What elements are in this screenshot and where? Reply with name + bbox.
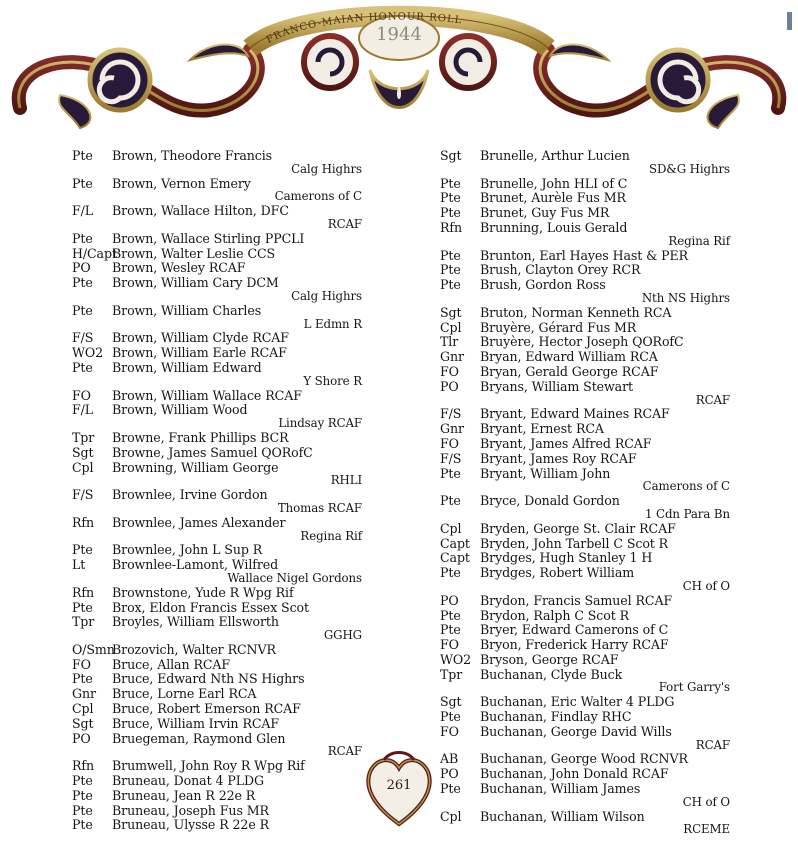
entry-unit: QORofC [632,334,684,350]
roll-entry [72,262,372,275]
entry-rank: FO [440,637,459,653]
entry-rank: Pte [440,205,461,221]
roll-entry [440,607,740,623]
roll-entry [72,656,372,672]
entry-rank: Capt [440,550,470,566]
entry-rank: F/S [72,330,94,346]
roll-entry [72,544,372,557]
entry-unit: RCAF [599,450,637,466]
entry-name: Brumwell, John Roy R Wpg Rif [112,758,305,774]
entry-unit: SD&G Highrs [648,161,730,176]
entry-unit: RCAF [193,656,231,672]
roll-entry [440,723,740,752]
entry-unit: Regina Rif [300,528,362,543]
roll-entry [440,408,740,421]
entry-name: Bruyère, Gérard Fus MR [480,319,637,335]
entry-rank: Pte [440,709,461,725]
entry-rank: Lt [72,557,86,573]
entry-rank: Pte [440,190,461,206]
entry-rank: Sgt [72,715,94,731]
roll-entry [440,535,740,551]
entry-name: Bryans, William Stewart [480,378,633,394]
roll-entry [440,753,740,766]
entry-name: Brown, William Edward [112,359,262,375]
entry-unit: Camerons of C [642,479,730,494]
entry-unit: Wallace Nigel Gordons [227,570,362,585]
left-column [72,150,372,832]
roll-entry [440,696,740,709]
roll-entry [72,641,372,657]
entry-rank: Pte [72,148,93,163]
entry-unit: RCEME [683,822,730,837]
entry-rank: Rfn [72,514,94,530]
entry-unit: RCNVR [227,641,276,657]
entry-name: Bruyère, Hector Joseph QORofC [480,334,684,350]
roll-entry [72,715,372,731]
entry-unit: RCAF [614,435,652,451]
entry-rank: F/S [440,450,462,466]
entry-name: Brown, Wallace Hilton, DFC [112,203,289,219]
year-label: 1944 [376,24,422,45]
roll-entry [72,703,372,716]
entry-unit: Essex Scot [240,599,309,615]
entry-name: Brown, William Wallace RCAF [112,387,302,403]
entry-name: Brown, Walter Leslie CCS [112,245,276,261]
entry-name: Brunton, Earl Hayes Hast & PER [480,247,689,263]
roll-entry [440,450,740,466]
entry-unit: 4 PLDG [625,694,675,710]
roll-entry [72,277,372,303]
roll-entry [72,245,372,261]
entry-name: Brunet, Guy Fus MR [480,205,610,221]
entry-name: Brown, William Clyde RCAF [112,330,289,346]
entry-name: Brownstone, Yude R Wpg Rif [112,584,294,600]
entry-name: Brox, Eldon Francis Essex Scot [112,599,309,615]
roll-entry [72,429,372,445]
roll-entry [72,760,372,773]
entry-unit: RCAF [208,260,246,276]
entry-name: Brown, Theodore Francis [112,148,273,163]
entry-unit: Fus MR [219,802,269,818]
entry-unit: R 22e R [205,787,256,803]
entry-rank: FO [440,723,459,739]
roll-entry [440,808,740,837]
entry-name: Bryer, Edward Camerons of C [480,622,669,638]
entry-name: Bruneau, Joseph Fus MR [112,802,269,818]
entry-unit: RCAF [327,216,362,231]
entry-name: Buchanan, William James [480,781,641,797]
entry-name: Bryant, Ernest RCA [480,421,604,437]
entry-rank: Pte [72,542,93,558]
entry-name: Buchanan, William Wilson [480,808,645,824]
entry-unit: Nth NS Highrs [641,290,730,305]
roll-entry [440,378,740,407]
entry-rank: Pte [440,493,461,509]
entry-unit: RCAF [633,406,670,422]
roll-entry [72,787,372,803]
roll-entry [440,592,740,608]
entry-unit: Fus MR [587,319,637,335]
entry-name: Bryant, James Roy RCAF [480,450,637,466]
roll-entry [72,459,372,488]
entry-rank: Gnr [440,421,464,437]
entry-name: Brown, William Charles [112,302,262,318]
entry-name: Bruegeman, Raymond Glen [112,730,286,746]
svg-text:FRANCO-MAIAN HONOUR ROLL: FRANCO-MAIAN HONOUR ROLL [264,11,463,47]
entry-unit: RCA [575,421,604,437]
entry-rank: FO [72,387,91,403]
entry-unit: R Wpg Rif [229,584,294,600]
entry-unit: RCAF [252,330,289,346]
entry-name: Bruneau, Ulysse R 22e R [112,817,269,833]
roll-entry [440,423,740,436]
entry-unit: Camerons of C [274,189,362,204]
entry-name: Brown, William Earle RCAF [112,345,287,361]
entry-rank: Gnr [440,349,464,365]
roll-entry [440,150,740,176]
entry-unit: RCAF [695,737,730,752]
roll-entry [440,264,740,277]
entry-unit: Thomas RCAF [277,500,362,515]
roll-entry [72,150,372,176]
entry-unit: RCAF [250,345,287,361]
entry-name: Brush, Clayton Orey RCR [480,262,641,278]
entry-unit: RCR [612,262,641,278]
entry-rank: Cpl [72,459,94,475]
entry-rank: FO [72,656,91,672]
entry-name: Buchanan, John Donald RCAF [480,766,669,782]
roll-entry [72,819,372,832]
roll-entry [440,651,740,667]
roll-entry [440,520,740,536]
roll-entry [440,711,740,724]
entry-name: Bryson, George RCAF [480,651,619,667]
entry-rank: Pte [72,773,93,789]
illuminated-header [0,0,798,150]
roll-entry [72,673,372,686]
roll-entry [72,332,372,345]
entry-unit: RCA [228,686,257,702]
roll-entry [440,351,740,364]
entry-name: Bruce, Robert Emerson RCAF [112,701,301,717]
entry-name: Bruce, Lorne Earl RCA [112,686,257,702]
entry-name: Brunet, Aurèle Fus MR [480,190,626,206]
roll-entry [440,279,740,305]
entry-name: Browne, James Samuel QORofC [112,444,313,460]
roll-entry [72,802,372,818]
entry-name: Brownlee, James Alexander [112,514,286,530]
entry-unit: Calg Highrs [291,161,362,176]
entry-rank: PO [440,592,459,608]
roll-entry [72,302,372,331]
entry-name: Buchanan, George David Wills [480,723,672,739]
entry-unit: R 22e R [219,817,269,833]
entry-name: Bruce, William Irvin RCAF [112,715,279,731]
roll-entry [440,495,740,521]
entry-rank: AB [440,751,459,767]
roll-entry [440,783,740,809]
entry-rank: Pte [440,277,461,293]
entry-name: Brydges, Robert William [480,565,635,581]
entry-rank: Cpl [440,319,462,335]
entry-unit: RCAF [631,766,669,782]
entry-rank: Pte [440,175,461,191]
roll-entry [440,175,740,191]
entry-rank: Pte [72,802,93,818]
entry-rank: Pte [440,622,461,638]
roll-entry [440,336,740,349]
page-number-ornament [360,748,438,828]
entry-name: Bruton, Norman Kenneth RCA [480,304,672,320]
entry-unit: L Sup R [212,542,263,558]
roll-entry [440,768,740,781]
entry-rank: Gnr [72,686,96,702]
entry-rank: Pte [72,817,93,833]
entry-name: Brozovich, Walter RCNVR [112,641,276,657]
entry-unit: Hast & PER [612,247,689,263]
entry-rank: O/Smn [72,641,115,657]
entry-rank: Tpr [72,614,95,630]
entry-name: Brunelle, Arthur Lucien [480,148,630,163]
entry-rank: Pte [72,230,93,246]
roll-entry [72,489,372,515]
entry-unit: RHLI [330,473,362,488]
roll-entry [440,624,740,637]
entry-name: Bryan, Edward William RCA [480,349,658,365]
roll-entry [72,775,372,788]
entry-unit: C Scot R [613,535,669,551]
entry-unit: RCAF [635,592,673,608]
roll-entry [440,192,740,205]
entry-rank: Pte [72,359,93,375]
scroll-indicator [787,12,792,30]
entry-rank: WO2 [440,651,471,667]
entry-unit: RCA [629,349,658,365]
entry-rank: PO [440,766,459,782]
entry-unit: HLI of C [573,175,628,191]
roll-entry [72,444,372,460]
entry-rank: H/Capt [72,245,117,261]
entry-rank: Sgt [440,304,462,320]
entry-unit: 4 PLDG [215,773,264,789]
entry-rank: Pte [440,607,461,623]
entry-name: Brown, Wallace Stirling PPCLI [112,230,305,246]
roll-entry [72,559,372,585]
entry-name: Bryant, Edward Maines RCAF [480,406,670,422]
entry-name: Bryden, John Tarbell C Scot R [480,535,669,551]
roll-entry [72,584,372,600]
entry-unit: BCR [260,429,289,445]
entry-rank: F/S [72,487,94,503]
entry-name: Bruneau, Jean R 22e R [112,787,256,803]
entry-unit: C Scot R [574,607,629,623]
entry-unit: CCS [247,245,276,261]
entry-name: Bryan, Gerald George RCAF [480,363,659,379]
roll-entry [440,219,740,248]
entry-rank: Pte [72,671,93,687]
roll-entry [440,247,740,263]
roll-entry [440,465,740,494]
entry-unit: RCA [643,304,672,320]
entry-name: Brunning, Louis Gerald [480,219,628,235]
roll-entry [72,347,372,360]
entry-unit: Fort Garry's [658,680,730,695]
entry-rank: Rfn [72,758,94,774]
entry-name: Browne, Frank Phillips BCR [112,429,289,445]
roll-entry [440,319,740,335]
entry-name: Browning, William George [112,459,279,475]
entry-name: Bruce, Allan RCAF [112,656,231,672]
entry-unit: 1 H [629,550,653,566]
entry-unit: RCAF [639,520,676,536]
entry-rank: Sgt [72,444,94,460]
page-number: 261 [386,778,412,793]
right-column [440,150,740,836]
entry-rank: Pte [440,465,461,481]
entry-unit: RCAF [264,701,301,717]
entry-unit: Camerons of C [574,622,669,638]
entry-unit: QORofC [261,444,313,460]
entry-rank: Rfn [440,219,462,235]
entry-rank: Sgt [440,148,462,163]
entry-rank: Sgt [440,694,462,710]
entry-rank: Cpl [440,520,462,536]
entry-rank: Pte [440,781,461,797]
entry-rank: Cpl [72,701,94,717]
entry-rank: Tpr [440,666,463,682]
entry-rank: FO [440,435,459,451]
entry-unit: CH of O [682,578,730,593]
roll-entry [440,666,740,695]
entry-rank: Rfn [72,584,94,600]
entry-rank: Pte [72,302,93,318]
entry-unit: Y Shore R [303,373,362,388]
entry-name: Broyles, William Ellsworth [112,614,279,630]
entry-unit: RCAF [632,637,669,653]
entry-unit: RCAF [621,363,659,379]
roll-entry [72,387,372,403]
entry-unit: CH of O [682,794,730,809]
entry-rank: Tpr [72,429,95,445]
entry-name: Brush, Gordon Ross [480,277,606,293]
entry-rank: Cpl [440,808,462,824]
entry-unit: L Edmn R [303,316,362,331]
entry-unit: RHC [601,709,632,725]
entry-name: Bryon, Frederick Harry RCAF [480,637,669,653]
entry-unit: Fus MR [560,205,610,221]
entry-rank: PO [440,378,459,394]
entry-rank: Pte [72,599,93,615]
entry-unit: RCAF [695,392,730,407]
entry-name: Brydon, Francis Samuel RCAF [480,592,673,608]
entry-rank: F/S [440,406,462,422]
entry-name: Brown, William Cary DCM [112,275,279,291]
entry-unit: GGHG [323,628,362,643]
entry-rank: Tlr [440,334,459,350]
roll-entry [72,616,372,642]
roll-entry [72,205,372,231]
roll-entry [440,567,740,593]
entry-unit: Calg Highrs [291,288,362,303]
entry-name: Brydon, Ralph C Scot R [480,607,629,623]
entry-name: Bryce, Donald Gordon [480,493,620,509]
entry-name: Buchanan, George Wood RCNVR [480,751,688,767]
entry-unit: RCAF [581,651,619,667]
entry-rank: Pte [72,787,93,803]
entry-rank: Capt [440,535,470,551]
entry-unit: 1 Cdn Para Bn [644,506,730,521]
entry-rank: Pte [440,262,461,278]
entry-unit: PPCLI [264,230,305,246]
entry-unit: Nth NS Highrs [210,671,305,687]
roll-entry [440,363,740,379]
entry-name: Buchanan, Findlay RHC [480,709,632,725]
entry-rank: PO [72,730,91,746]
entry-name: Bryden, George St. Clair RCAF [480,520,676,536]
entry-name: Brownlee-Lamont, Wilfred [112,557,279,573]
entry-name: Brydges, Hugh Stanley 1 H [480,550,653,566]
entry-name: Brown, Vernon Emery [112,175,251,191]
roll-entry [440,207,740,220]
roll-entry [72,230,372,246]
entry-unit: Lindsay RCAF [278,416,362,431]
entry-rank: F/L [72,402,94,418]
entry-name: Brown, William Wood [112,402,248,418]
roll-entry [440,304,740,320]
roll-entry [72,514,372,543]
entry-unit: Fus MR [576,190,626,206]
roll-entry [72,404,372,430]
entry-name: Brunelle, John HLI of C [480,175,628,191]
roll-entry [440,552,740,565]
entry-unit: RCAF [242,715,279,731]
entry-unit: R Wpg Rif [240,758,305,774]
entry-name: Bryant, James Alfred RCAF [480,435,652,451]
entry-unit: RCAF [265,387,302,403]
entry-name: Buchanan, Eric Walter 4 PLDG [480,694,675,710]
roll-entry [72,175,372,204]
entry-rank: FO [440,363,459,379]
roll-entry [72,730,372,759]
roll-entry [440,639,740,652]
entry-rank: Pte [72,175,93,191]
roll-entry [72,688,372,701]
entry-rank: Pte [72,275,93,291]
entry-unit: Regina Rif [668,233,730,248]
entry-name: Brownlee, John L Sup R [112,542,263,558]
entry-name: Bruce, Edward Nth NS Highrs [112,671,305,687]
entry-unit: RCNVR [639,751,688,767]
entry-rank: Pte [440,247,461,263]
entry-unit: RCAF [327,744,362,759]
entry-name: Bruneau, Donat 4 PLDG [112,773,264,789]
entry-rank: F/L [72,203,94,219]
roll-entry [72,359,372,388]
roll-entry [440,435,740,451]
entry-name: Brown, Wesley RCAF [112,260,246,276]
entry-name: Bryant, William John [480,465,611,481]
entry-name: Buchanan, Clyde Buck [480,666,623,682]
entry-rank: Pte [440,565,461,581]
entry-name: Brownlee, Irvine Gordon [112,487,268,503]
entry-rank: PO [72,260,91,276]
roll-entry [72,599,372,615]
entry-rank: WO2 [72,345,103,361]
